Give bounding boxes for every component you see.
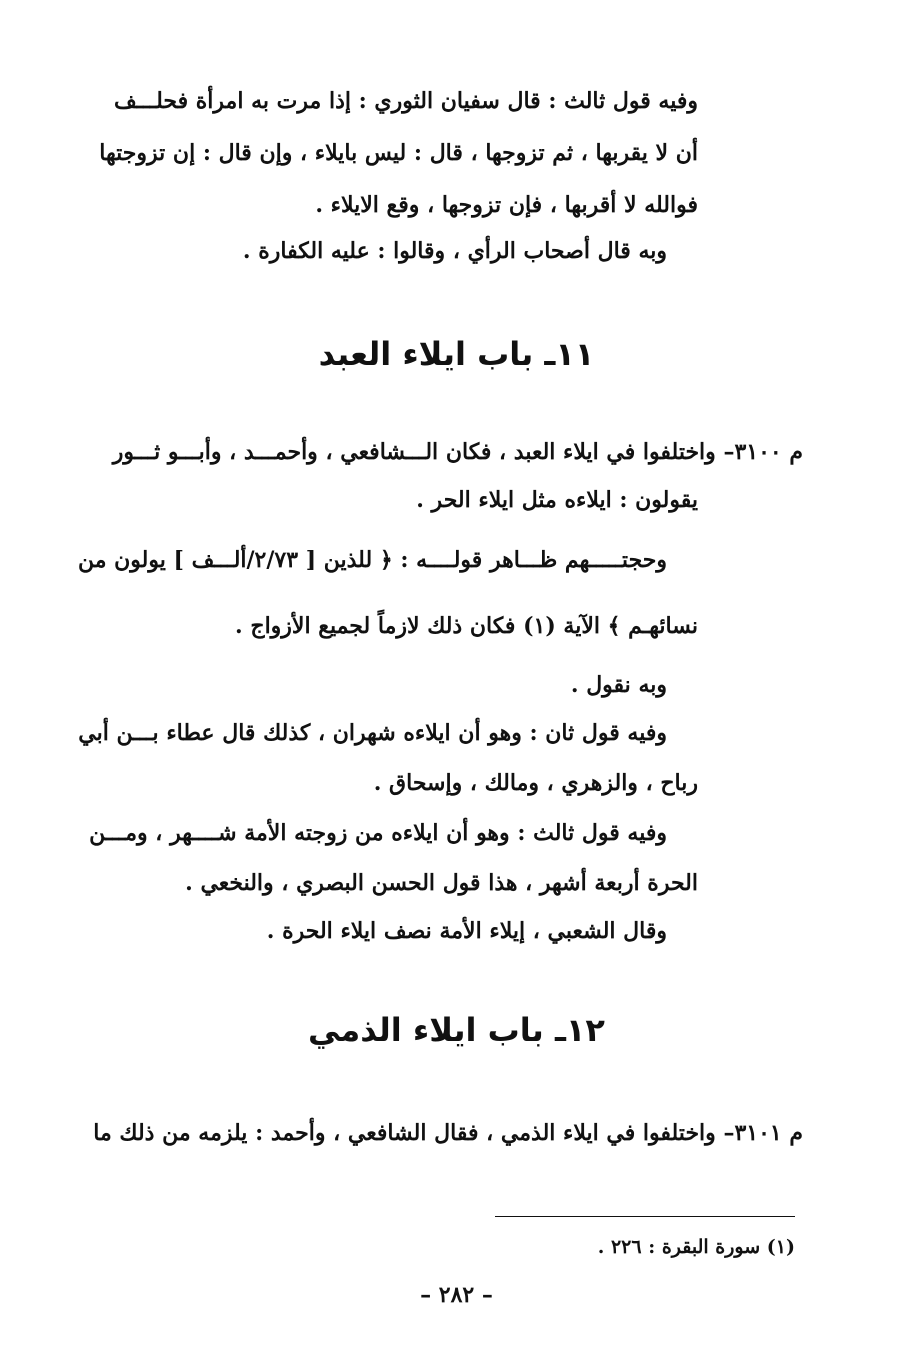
footnote: (١) سورة البقرة : ٢٢٦ . <box>597 1236 795 1258</box>
footnote-separator <box>495 1216 795 1217</box>
text-line: وفيه قول ثان : وهو أن ايلاءه شهران ، كذلك قال عطاء بـــن أبي <box>78 720 667 746</box>
chapter-heading: ١٢ـ باب ايلاء الذمي <box>308 1011 605 1049</box>
text-line: فوالله لا أقربها ، فإن تزوجها ، وقع الايلاء . <box>315 192 698 218</box>
text-line: أن لا يقربها ، ثم تزوجها ، قال : ليس بايلاء ، وإن قال : إن تزوجتها <box>99 140 698 166</box>
text-line: يقولون : ايلاءه مثل ايلاء الحر . <box>416 487 698 513</box>
text-line: وبه قال أصحاب الرأي ، وقالوا : عليه الكفارة . <box>242 238 667 264</box>
text-line: وحجتـــــهم ظـــاهر قولــــه : ﴿ للذين [ ٢/٧٣/ألـــف ] يولون من <box>77 547 667 573</box>
text-line: الحرة أربعة أشهر ، هذا قول الحسن البصري ، والنخعي . <box>185 870 698 896</box>
text-line: نسائهـم ﴾ الآية (١) فكان ذلك لازماً لجميع الأزواج . <box>235 613 698 639</box>
page-number: – ٢٨٢ – <box>420 1282 493 1308</box>
text-line: وبه نقول . <box>570 672 667 698</box>
chapter-heading: ١١ـ باب ايلاء العبد <box>318 335 595 373</box>
text-line: م ٣١٠٠– واختلفوا في ايلاء العبد ، فكان الـــشافعي ، وأحمـــد ، وأبـــو ثـــور <box>112 439 803 465</box>
text-line: رباح ، والزهري ، ومالك ، وإسحاق . <box>373 770 698 796</box>
text-line: وفيه قول ثالث : قال سفيان الثوري : إذا مرت به امرأة فحلـــف <box>113 88 698 114</box>
text-line: م ٣١٠١– واختلفوا في ايلاء الذمي ، فقال الشافعي ، وأحمد : يلزمه من ذلك ما <box>93 1120 803 1146</box>
text-line: وفيه قول ثالث : وهو أن ايلاءه من زوجته الأمة شــــهر ، ومـــن <box>89 820 667 846</box>
text-line: وقال الشعبي ، إيلاء الأمة نصف ايلاء الحرة . <box>266 918 667 944</box>
